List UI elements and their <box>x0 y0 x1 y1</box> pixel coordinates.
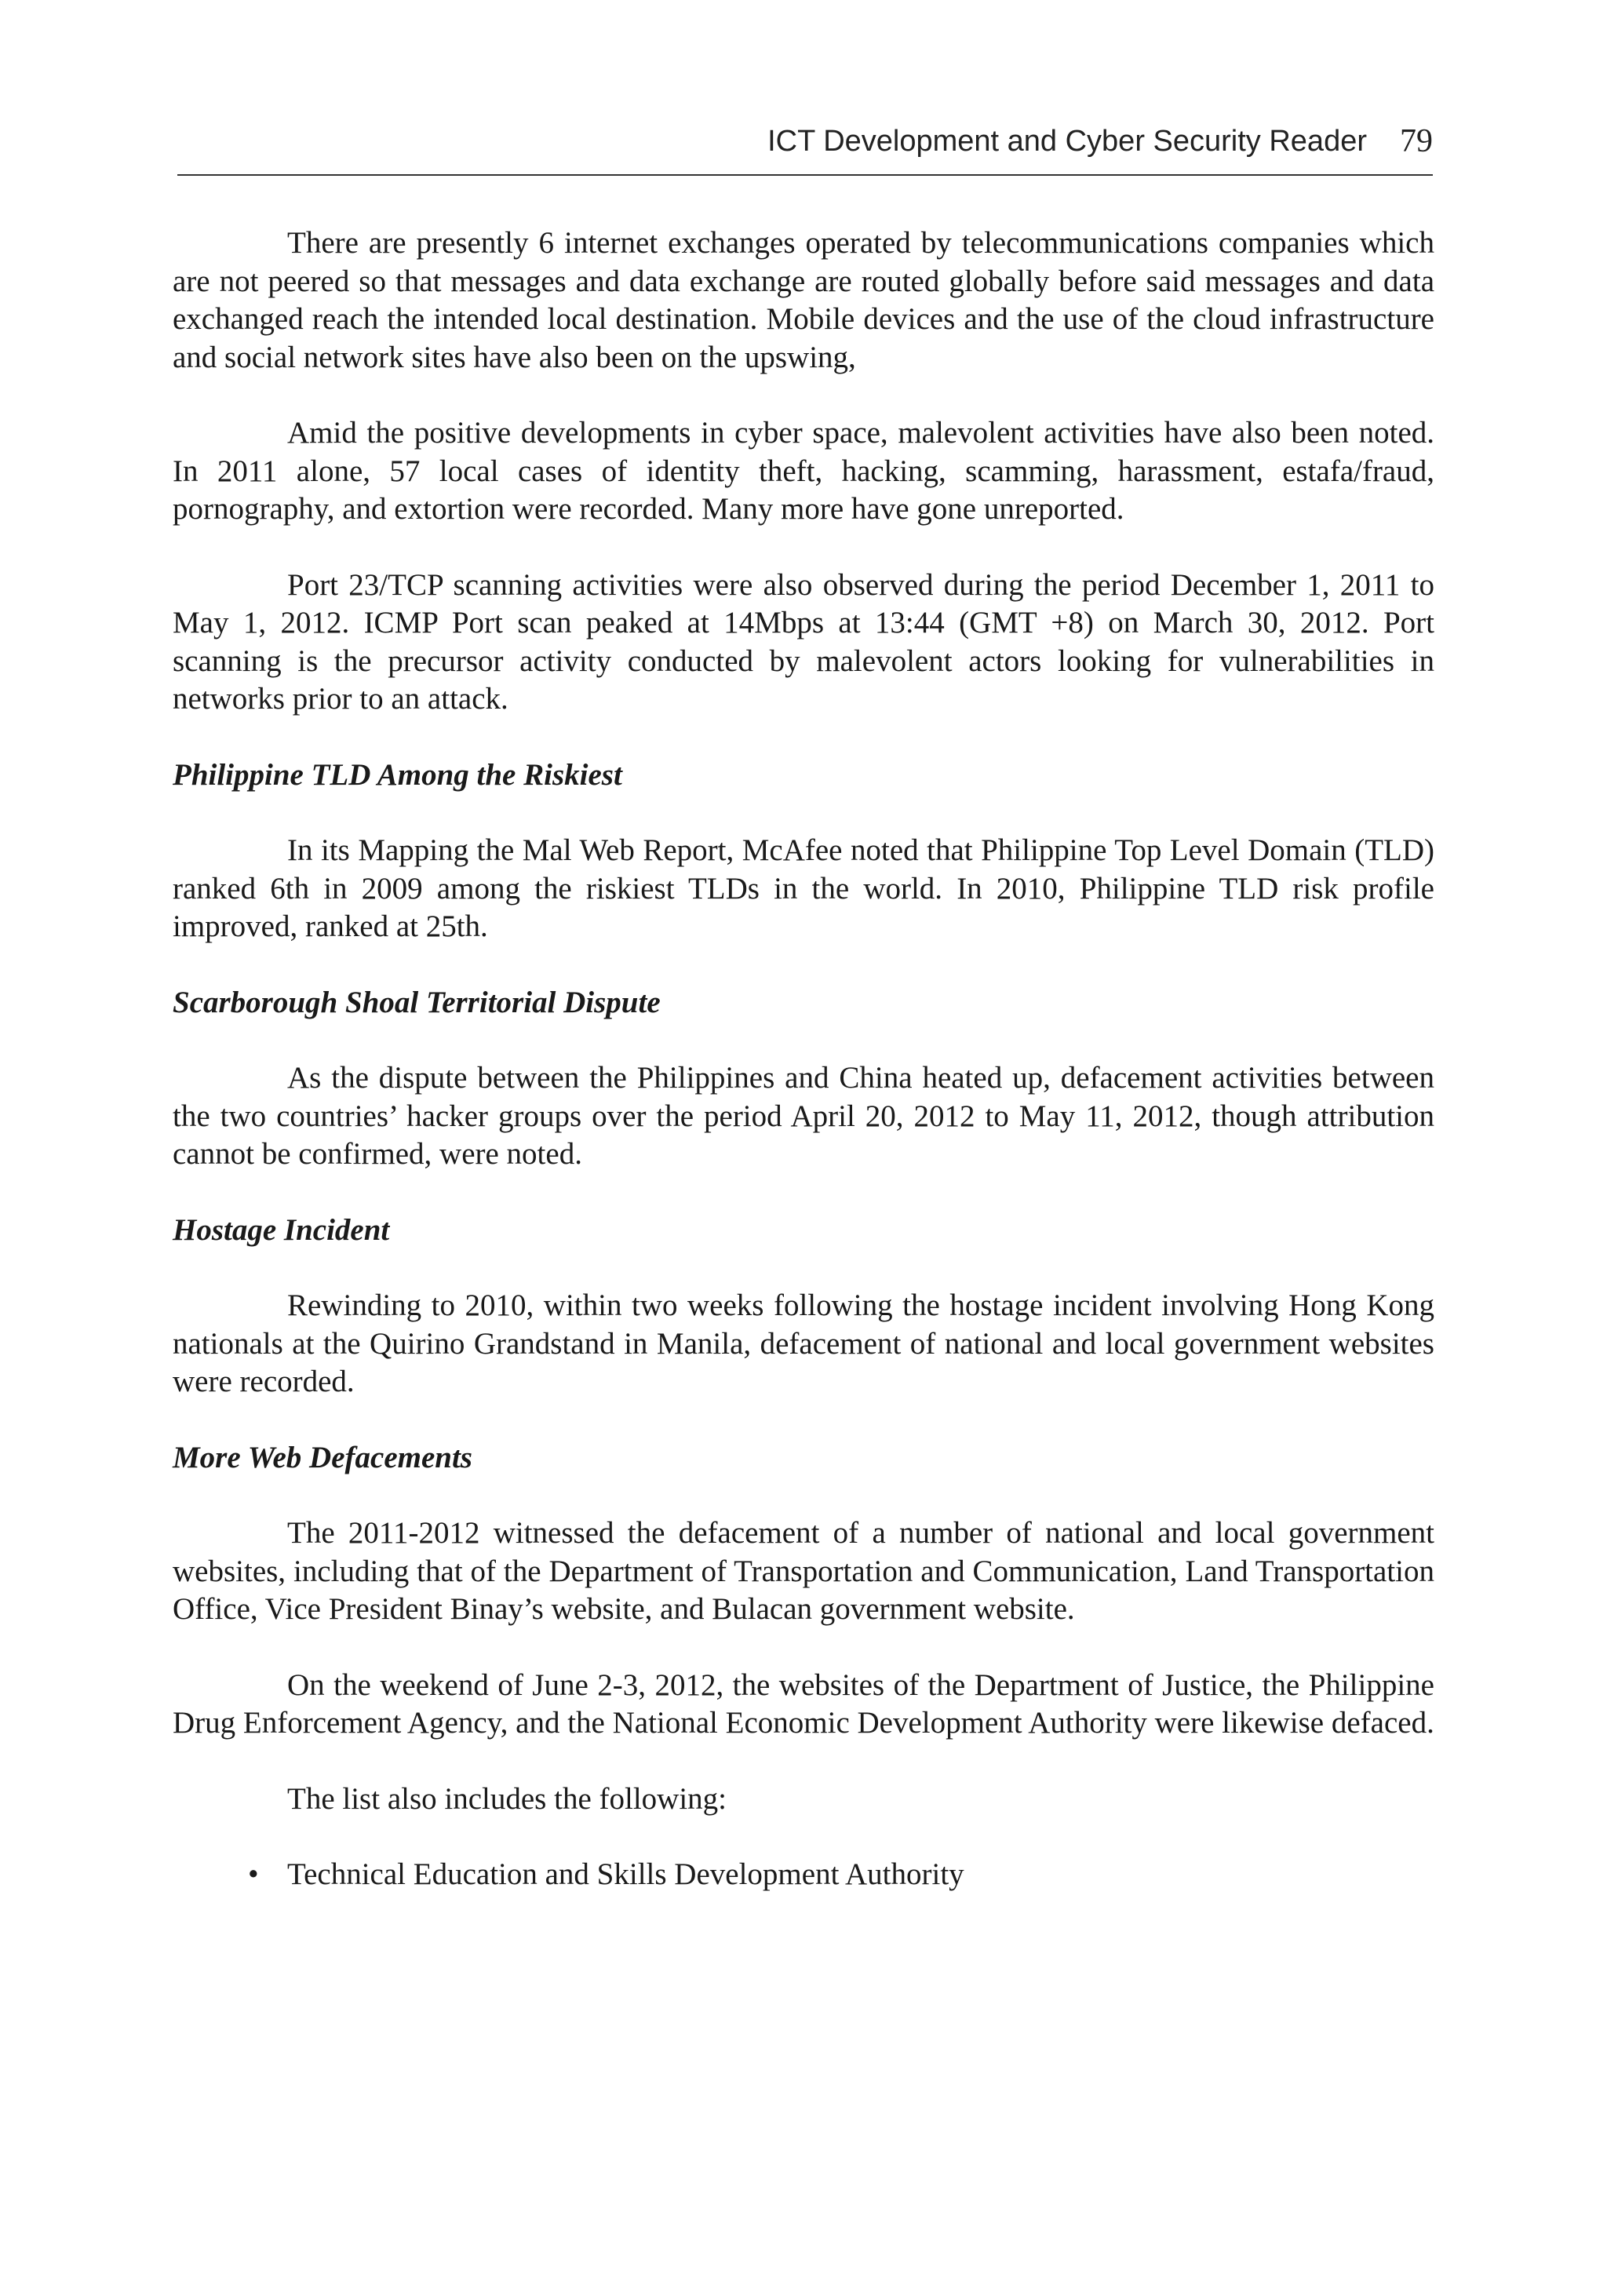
running-header <box>177 115 1433 176</box>
paragraph-hostage: Rewinding to 2010, within two weeks following the hostage incident involving Hong Kong nationals at the Quirino Grandstand in Manila, defacement of national and local government websites were recorded. <box>173 1288 1434 1398</box>
bullet-icon: • <box>248 1857 259 1891</box>
list-item-text: Technical Education and Skills Development Authority <box>287 1857 964 1891</box>
page-number: 79 <box>1400 123 1433 159</box>
paragraph-list-intro: The list also includes the following: <box>287 1781 727 1816</box>
paragraph-scarborough: As the dispute between the Philippines and China heated up, defacement activities between the two countries’ hacker groups over the period April 20, 2012 to May 11, 2012, though attribution cannot be confirmed, were noted. <box>173 1061 1434 1171</box>
list-item <box>173 1856 1434 1894</box>
paragraph-malevolent-activities: Amid the positive developments in cyber space, malevolent activities have also been noted. In 2011 alone, 57 local cases of identity theft, hacking, scamming, harassment, estafa/fraud, pornography, and extortion were recorded. Many more have gone unreported. <box>173 416 1434 526</box>
section-heading-tld: Philippine TLD Among the Riskiest <box>173 757 622 792</box>
paragraph-port-scanning: Port 23/TCP scanning activities were also observed during the period December 1, 2011 to May 1, 2012. ICMP Port scan peaked at 14Mbps at 13:44 (GMT +8) on March 30, 2012. Port scanning is the precursor activity conducted by malevolent actors looking for vulnerabilities in networks prior to an attack. <box>173 567 1434 716</box>
bullet-list <box>173 1856 1434 1894</box>
paragraph-june-defacements: On the weekend of June 2-3, 2012, the websites of the Department of Justice, the Philippine Drug Enforcement Agency, and the National Economic Development Authority were likewise defaced. <box>173 1667 1434 1740</box>
header-title: ICT Development and Cyber Security Reader <box>767 124 1367 158</box>
section-heading-hostage: Hostage Incident <box>173 1212 390 1247</box>
paragraph-internet-exchanges: There are presently 6 internet exchanges operated by telecommunications companies which are not peered so that messages and data exchange are routed globally before said messages and data exchanged reach the intended local destination. Mobile devices and the use of the cloud infrastructure and social network sites have also been on the upswing, <box>173 226 1434 374</box>
body-text <box>173 224 1434 1894</box>
paragraph-defacements-2011-2012: The 2011-2012 witnessed the defacement of a number of national and local government websites, including that of the Department of Transportation and Communication, Land Transportation Office, Vice President Binay’s website, and Bulacan government website. <box>173 1516 1434 1626</box>
section-heading-scarborough: Scarborough Shoal Territorial Dispute <box>173 985 661 1019</box>
section-heading-web-defacements: More Web Defacements <box>173 1440 472 1474</box>
paragraph-tld-ranking: In its Mapping the Mal Web Report, McAfee noted that Philippine Top Level Domain (TLD) ranked 6th in 2009 among the riskiest TLDs in the world. In 2010, Philippine TLD risk profile improved, ranked at 25th. <box>173 833 1434 943</box>
